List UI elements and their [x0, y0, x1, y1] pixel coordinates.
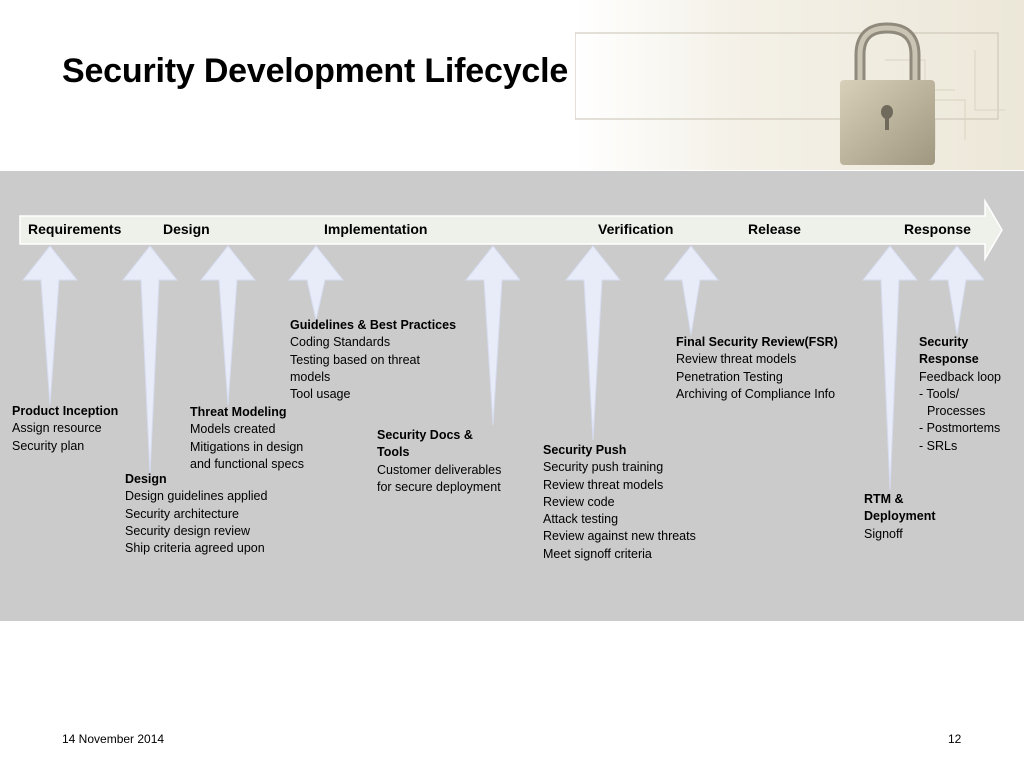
block-heading: Threat Modeling: [190, 405, 287, 419]
block-line: Design guidelines applied: [125, 489, 268, 504]
block-guidelines: [290, 317, 456, 403]
footer-date: 14 November 2014: [62, 732, 165, 746]
block-rtm-deployment: [864, 491, 936, 543]
block-heading: Response: [919, 352, 979, 367]
block-line: Review code: [543, 494, 615, 509]
phase-design: Design: [163, 221, 210, 237]
block-heading: Security Docs &: [377, 428, 473, 442]
block-line: Customer deliverables: [377, 462, 502, 477]
block-line: Attack testing: [543, 512, 619, 527]
block-heading: Security: [919, 335, 969, 349]
block-heading: Guidelines & Best Practices: [290, 318, 457, 332]
arrow-security-response: [930, 246, 984, 335]
arrow-rtm: [863, 246, 917, 490]
block-line: Mitigations in design: [190, 439, 304, 454]
block-heading: Design: [125, 472, 167, 486]
block-line: Feedback loop: [919, 369, 1002, 384]
arrow-design: [123, 246, 177, 475]
block-heading: Tools: [377, 445, 410, 460]
arrow-threat-modeling: [201, 246, 255, 405]
block-line: and functional specs: [190, 456, 304, 471]
arrow-fsr: [664, 246, 718, 335]
block-line: Penetration Testing: [676, 369, 783, 384]
block-line: Coding Standards: [290, 335, 391, 350]
block-heading: Security Push: [543, 443, 627, 457]
block-line: Archiving of Compliance Info: [676, 386, 836, 401]
phase-release: Release: [748, 221, 801, 237]
block-line: - Postmortems: [919, 421, 1001, 436]
block-line: Security architecture: [125, 506, 239, 521]
block-line: Security design review: [125, 523, 251, 538]
block-security-push: [543, 442, 696, 563]
arrow-product-inception: [23, 246, 77, 405]
block-design: [125, 471, 267, 557]
block-security-response: [919, 334, 1001, 455]
page-number: 12: [948, 732, 962, 746]
phase-response: Response: [904, 221, 971, 237]
block-heading: RTM &: [864, 492, 904, 506]
block-product-inception: [12, 403, 118, 455]
phase-implementation: Implementation: [324, 221, 428, 237]
block-line: Testing based on threat: [290, 352, 420, 367]
block-line: for secure deployment: [377, 479, 501, 494]
block-line: Review threat models: [676, 352, 797, 367]
block-heading: Product Inception: [12, 404, 119, 418]
page-title: Security Development Lifecycle: [62, 52, 569, 90]
block-heading: Final Security Review(FSR): [676, 335, 838, 349]
arrow-security-push: [566, 246, 620, 440]
block-threat-modeling: [190, 404, 304, 473]
block-line: Meet signoff criteria: [543, 546, 652, 561]
block-line: Review against new threats: [543, 529, 696, 544]
block-line: - Tools/: [919, 386, 960, 401]
block-line: - SRLs: [919, 438, 958, 453]
block-line: Security push training: [543, 460, 664, 475]
block-final-security-review: [676, 334, 838, 403]
block-line: Review threat models: [543, 477, 664, 492]
arrow-guidelines: [289, 246, 343, 320]
block-heading: Deployment: [864, 509, 936, 524]
block-line: Processes: [927, 404, 986, 419]
block-line: Tool usage: [290, 387, 351, 402]
block-line: Models created: [190, 422, 276, 437]
phase-requirements: Requirements: [28, 221, 122, 237]
block-line: models: [290, 369, 331, 384]
block-line: Ship criteria agreed upon: [125, 541, 265, 556]
arrow-security-docs: [466, 246, 520, 425]
block-line: Assign resource: [12, 421, 102, 436]
block-line: Signoff: [864, 526, 903, 541]
block-security-docs: [377, 427, 501, 496]
phase-verification: Verification: [598, 221, 674, 237]
block-line: Security plan: [12, 438, 85, 453]
